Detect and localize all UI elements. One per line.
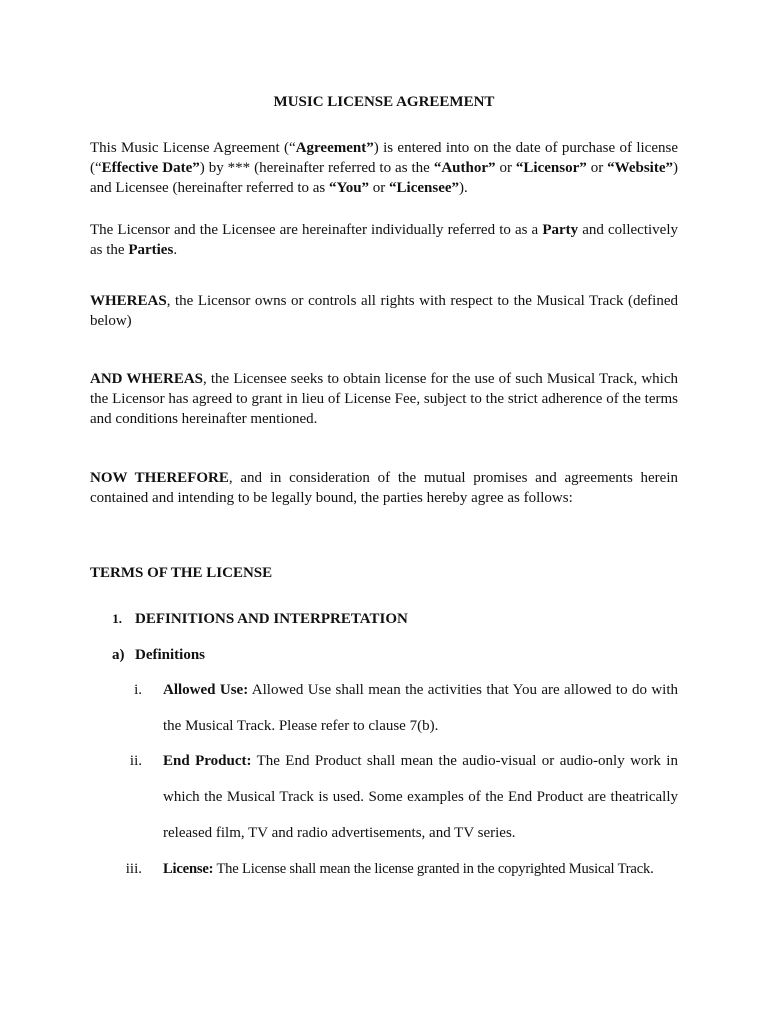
intro-text-4: ) and Licensee (hereinafter referred to as bbox=[90, 160, 678, 196]
definition-item bbox=[163, 743, 678, 851]
intro-text-2: ) is entered into on the date of purchase of license (“ bbox=[90, 140, 678, 176]
definition-term: Allowed Use: bbox=[163, 682, 249, 698]
now-therefore-text: , and in consideration of the mutual promises and agreements herein contained and intending to be legally bound, the parties hereby agree as follows: bbox=[90, 470, 678, 506]
definition-item bbox=[163, 672, 678, 744]
intro-term-you: “You” bbox=[329, 180, 370, 196]
intro-paragraph bbox=[90, 138, 678, 198]
and-whereas-label: AND WHEREAS bbox=[90, 371, 204, 387]
and-whereas-text: , the Licensee seeks to obtain license for the use of such Musical Track, which the Licensor has agreed to grant in lieu of License Fee, subject to the strict adherence of the terms and conditions hereinafter mentioned. bbox=[90, 371, 678, 427]
intro-text-5: ). bbox=[459, 180, 468, 196]
definition-term: License: bbox=[163, 861, 214, 877]
section-1-number: 1. bbox=[112, 611, 122, 626]
term-party: Party bbox=[542, 222, 579, 238]
section-1-title: DEFINITIONS AND INTERPRETATION bbox=[135, 611, 408, 627]
intro-text-3: ) by *** (hereinafter referred to as the bbox=[199, 160, 434, 176]
intro-or-3: or bbox=[369, 180, 390, 196]
now-therefore-paragraph bbox=[90, 468, 678, 508]
definition-numeral: i. bbox=[134, 682, 142, 698]
intro-term-website: “Website” bbox=[607, 160, 673, 176]
definition-text: The License shall mean the license granted in the copyrighted Musical Track. bbox=[213, 861, 654, 877]
intro-term-licensor: “Licensor” bbox=[515, 160, 587, 176]
intro-term-agreement: Agreement” bbox=[295, 140, 374, 156]
parties-text-3: . bbox=[173, 242, 178, 258]
whereas-text: , the Licensor owns or controls all rights with respect to the Musical Track (defined below) bbox=[90, 293, 678, 329]
intro-term-effective-date: Effective Date” bbox=[101, 160, 200, 176]
definition-item bbox=[163, 851, 678, 887]
intro-text-1: This Music License Agreement (“ bbox=[90, 140, 296, 156]
subsection-a-label: a) bbox=[112, 647, 125, 663]
definition-term: End Product: bbox=[163, 753, 252, 769]
whereas-paragraph bbox=[90, 291, 678, 331]
now-therefore-label: NOW THEREFORE bbox=[90, 470, 229, 486]
terms-heading: TERMS OF THE LICENSE bbox=[90, 565, 273, 581]
definition-text: The End Product shall mean the audio-visual or audio-only work in which the Musical Track is used. Some examples of the End Product are theatrically released film, TV and radio advertisements, and TV series. bbox=[163, 753, 678, 841]
parties-text-2: and collectively as the bbox=[90, 222, 678, 258]
intro-term-licensee: “Licensee” bbox=[389, 180, 460, 196]
intro-term-author: “Author” bbox=[433, 160, 496, 176]
definition-text: Allowed Use shall mean the activities that You are allowed to do with the Musical Track. Please refer to clause 7(b). bbox=[163, 682, 679, 734]
definition-numeral: ii. bbox=[129, 753, 142, 769]
and-whereas-paragraph bbox=[90, 369, 678, 429]
whereas-label: WHEREAS bbox=[90, 293, 167, 309]
parties-text-1: The Licensor and the Licensee are hereinafter individually referred to as a bbox=[90, 222, 543, 238]
intro-or-2: or bbox=[586, 160, 608, 176]
term-parties: Parties bbox=[128, 242, 174, 258]
intro-or-1: or bbox=[495, 160, 516, 176]
document-title: MUSIC LICENSE AGREEMENT bbox=[273, 94, 495, 110]
subsection-a-title: Definitions bbox=[135, 647, 206, 663]
parties-paragraph bbox=[90, 220, 678, 260]
definition-numeral: iii. bbox=[125, 861, 142, 877]
